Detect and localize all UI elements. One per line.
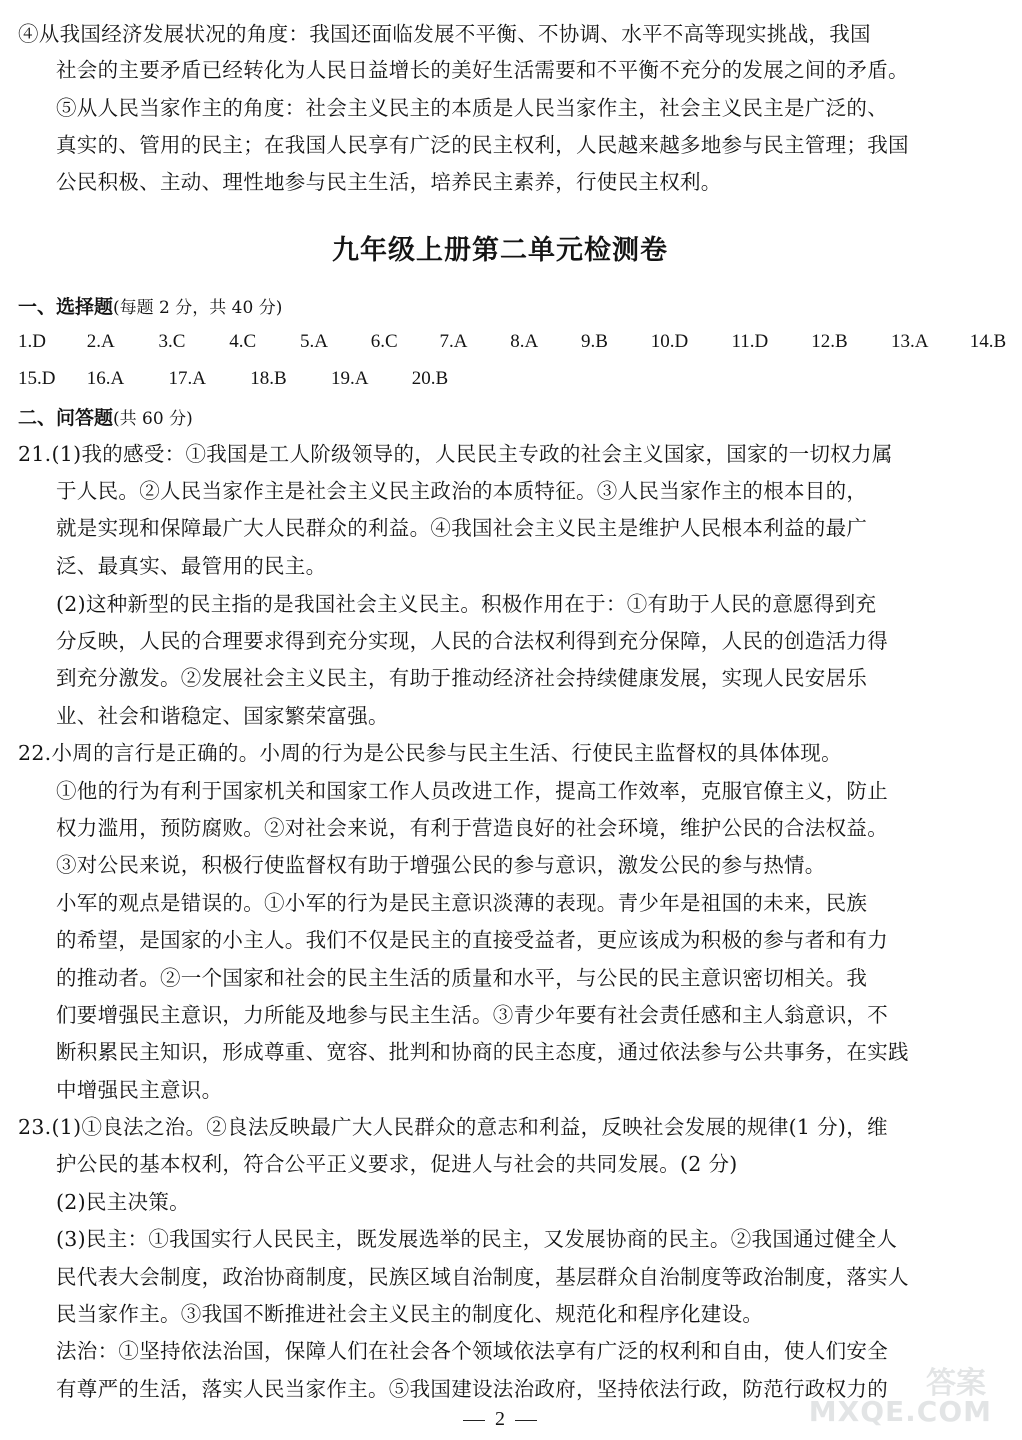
body-line: 小军的观点是错误的。①小军的行为是民主意识淡薄的表现。青少年是祖国的未来，民族 [56,891,868,915]
body-line: 中增强民主意识。 [56,1078,223,1102]
answer-row-2 [18,365,472,393]
body-line: 民当家作主。③我国不断推进社会主义民主的制度化、规范化和程序化建设。 [56,1302,764,1326]
body-line: ①他的行为有利于国家机关和国家工作人员改进工作，提高工作效率，克服官僚主义，防止 [56,779,888,803]
body-line: 断积累民主知识，形成尊重、宽容、批判和协商的民主态度，通过依法参与公共事务，在实践 [56,1040,909,1064]
answer-item: 20.B [411,368,449,389]
body-line: (3)民主：①我国实行人民民主，既发展选举的民主，又发展协商的民主。②我国通过健全人 [56,1227,898,1251]
body-line: 们要增强民主意识，力所能及地参与民主生活。③青少年要有社会责任感和主人翁意识，不 [56,1003,888,1027]
answer-item: 8.A [510,331,539,352]
answer-row-1 [18,328,1022,356]
answer-item: 3.C [158,331,186,352]
body-line: 到充分激发。②发展社会主义民主，有助于推动经济社会持续健康发展，实现人民安居乐 [56,666,868,690]
answer-item: 18.B [250,368,287,389]
watermark-logo [808,1358,992,1430]
answer-item: 16.A [86,368,125,389]
section-heading-note: (共 60 分) [113,409,193,429]
body-line: 护公民的基本权利，符合公平正义要求，促进人与社会的共同发展。(2 分) [56,1152,738,1176]
section-heading-note: (每题 2 分，共 40 分) [113,298,283,318]
answer-item: 10.D [650,331,689,352]
paragraph-line: ⑤从人民当家作主的角度：社会主义民主的本质是人民当家作主，社会主义民主是广泛的、 [56,96,888,120]
answer-item: 5.A [300,331,328,352]
page-number-left-dash [463,1420,485,1421]
paragraph-line: 社会的主要矛盾已经转化为人民日益增长的美好生活需要和不平衡不充分的发展之间的矛盾。 [56,58,909,82]
body-line: 23.(1)①良法之治。②良法反映最广大人民群众的意志和利益，反映社会发展的规律(1 分)，维 [18,1115,888,1139]
body-line: 业、社会和谐稳定、国家繁荣富强。 [56,704,389,728]
page-number-value: 2 [495,1408,505,1430]
answer-item: 12.B [811,331,848,352]
answer-item: 7.A [439,331,468,352]
section-heading-choice [18,292,282,319]
page-number-right-dash [515,1420,537,1421]
section-heading-label: 二、问答题 [18,407,114,429]
body-line: 22.小周的言行是正确的。小周的行为是公民参与民主生活、行使民主监督权的具体体现。 [18,741,842,765]
body-line: 权力滥用，预防腐败。②对社会来说，有利于营造良好的社会环境，维护公民的合法权益。 [56,816,888,840]
paragraph-line: 公民积极、主动、理性地参与民主生活，培养民主素养，行使民主权利。 [56,170,722,194]
answer-item: 15.D [18,368,56,389]
answer-item: 17.A [168,368,206,389]
answer-item: 9.B [581,331,608,352]
page-title: 九年级上册第二单元检测卷 [332,235,668,266]
paragraph-line: ④从我国经济发展状况的角度：我国还面临发展不平衡、不协调、水平不高等现实挑战，我国 [18,22,871,46]
answer-item: 1.D [18,331,46,352]
body-line: ③对公民来说，积极行使监督权有助于增强公民的参与意识，激发公民的参与热情。 [56,853,826,877]
body-line: 民代表大会制度，政治协商制度，民族区域自治制度，基层群众自治制度等政治制度，落实人 [56,1265,909,1289]
body-line: 的希望，是国家的小主人。我们不仅是民主的直接受益者，更应该成为积极的参与者和有力 [56,928,888,952]
answer-item: 6.C [370,331,398,352]
body-line: 21.(1)我的感受：①我国是工人阶级领导的，人民民主专政的社会主义国家，国家的一切权力属 [18,442,893,466]
body-line: 的推动者。②一个国家和社会的民主生活的质量和水平，与公民的民主意识密切相关。我 [56,966,868,990]
watermark-top-text: 答案 [926,1366,986,1401]
body-line: (2)这种新型的民主指的是我国社会主义民主。积极作用在于：①有助于人民的意愿得到充 [56,592,877,616]
section-heading-qa [18,403,193,430]
body-line: 泛、最真实、最管用的民主。 [56,554,327,578]
body-line: 于人民。②人民当家作主是社会主义民主政治的本质特征。③人民当家作主的根本目的， [56,479,868,503]
body-line: 就是实现和保障最广大人民群众的利益。④我国社会主义民主是维护人民根本利益的最广 [56,516,868,540]
answer-item: 19.A [331,368,369,389]
answer-item: 4.C [229,331,257,352]
body-line: (2)民主决策。 [56,1190,190,1214]
answer-item: 14.B [969,331,1007,352]
answer-item: 11.D [731,331,769,352]
body-line: 有尊严的生活，落实人民当家作主。⑤我国建设法治政府，坚持依法行政，防范行政权力的 [56,1377,888,1401]
body-line: 分反映，人民的合理要求得到充分实现，人民的合法权利得到充分保障，人民的创造活力得 [56,629,888,653]
section-heading-label: 一、选择题 [18,296,114,318]
watermark-bottom-text: MXQE.COM [808,1395,992,1428]
body-line: 法治：①坚持依法治国，保障人们在社会各个领域依法享有广泛的权利和自由，使人们安全 [56,1339,888,1363]
answer-item: 2.A [86,331,115,352]
paragraph-line: 真实的、管用的民主；在我国人民享有广泛的民主权利，人民越来越多地参与民主管理；我国 [56,133,909,157]
answer-item: 13.A [891,331,929,352]
